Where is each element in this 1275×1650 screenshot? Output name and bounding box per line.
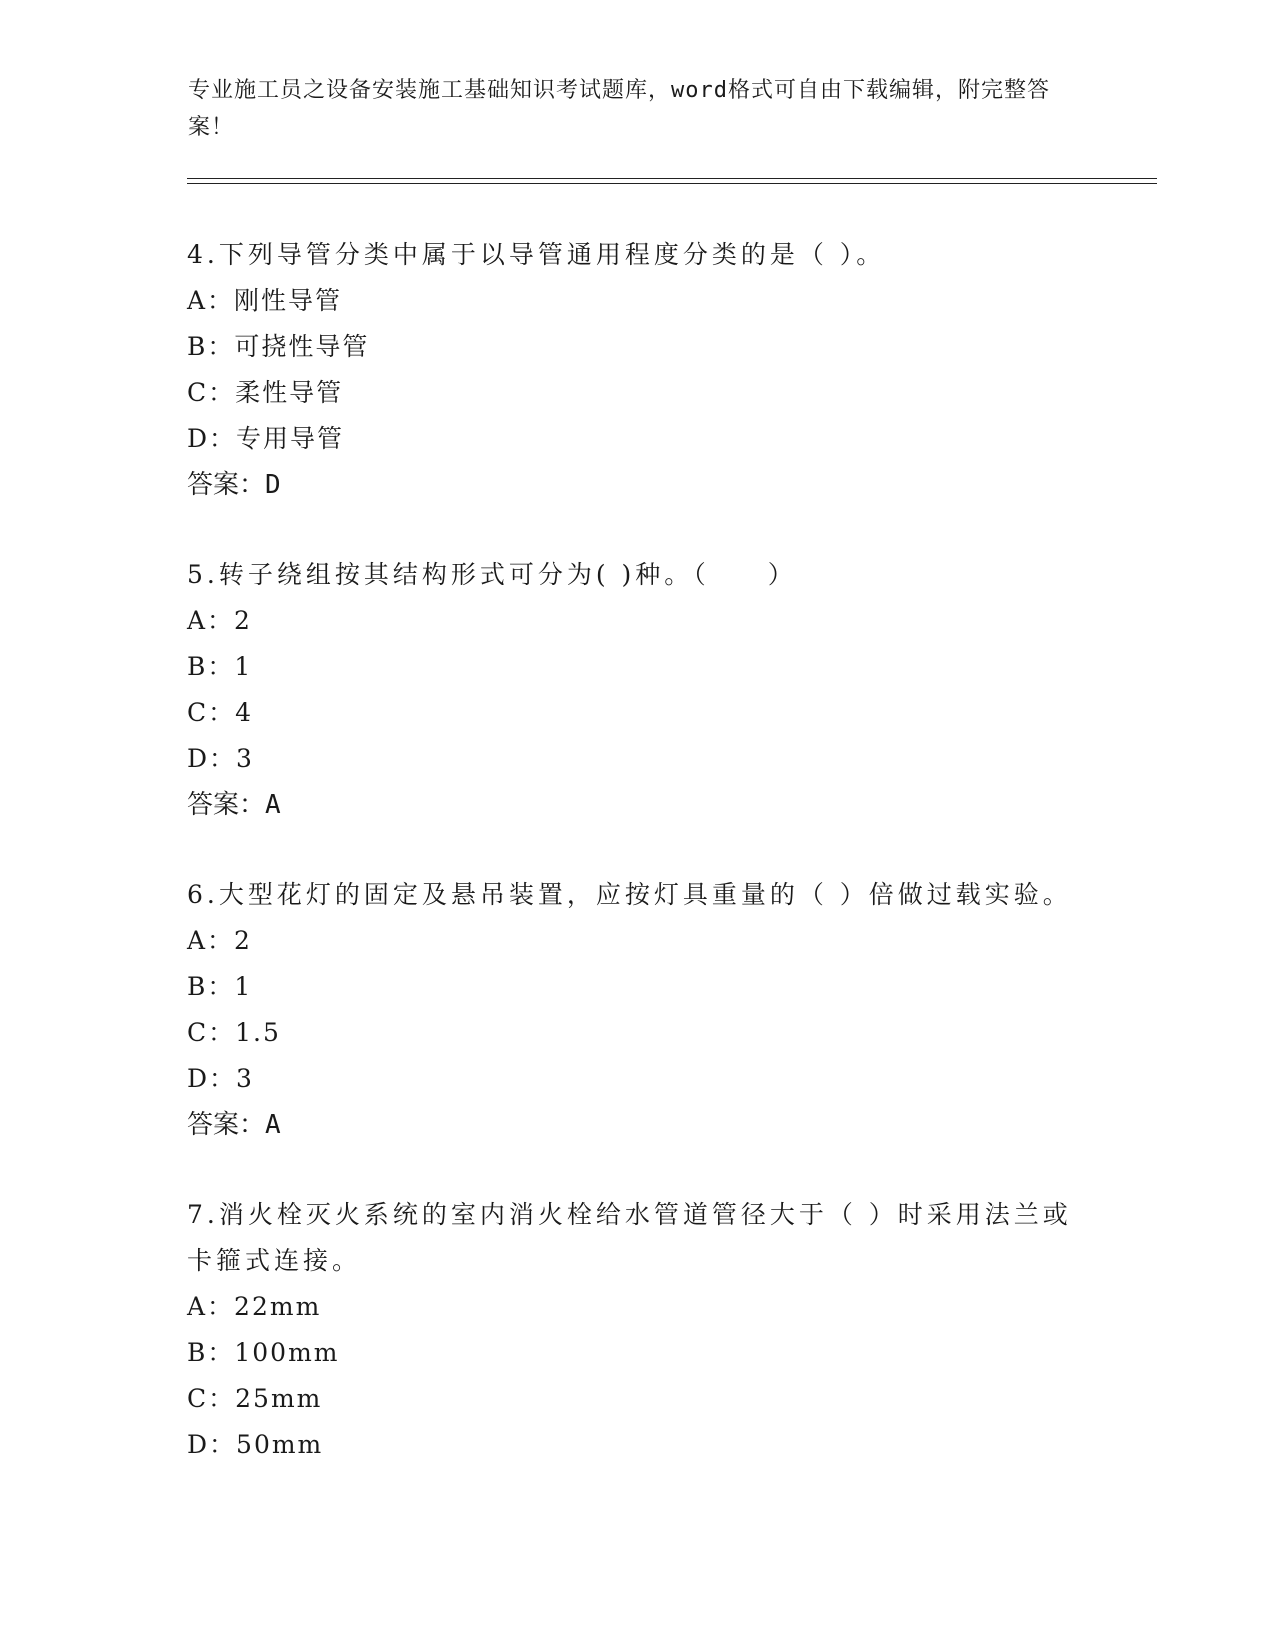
header-divider-top — [187, 178, 1157, 179]
option-b: B：1 — [187, 652, 253, 681]
option-b: B：可挠性导管 — [187, 332, 370, 361]
question-6 — [187, 872, 1087, 1148]
document-header: 专业施工员之设备安装施工基础知识考试题库，word格式可自由下载编辑，附完整答案！ — [188, 78, 1050, 140]
question-5 — [187, 552, 1087, 828]
answer: 答案：D — [187, 470, 281, 500]
header-divider-bottom — [187, 183, 1157, 184]
answer: 答案：A — [187, 1110, 281, 1140]
option-a: A：2 — [187, 926, 252, 955]
question-title: 5.转子绕组按其结构形式可分为( )种。（ ） — [187, 560, 797, 589]
answer: 答案：A — [187, 790, 281, 820]
option-d: D：专用导管 — [187, 424, 345, 453]
question-title: 4.下列导管分类中属于以导管通用程度分类的是（ ）。 — [187, 240, 886, 269]
option-a: A：刚性导管 — [187, 286, 343, 315]
option-d: D：3 — [187, 1064, 254, 1093]
question-title: 7.消火栓灭火系统的室内消火栓给水管道管径大于（ ）时采用法兰或卡箍式连接。 — [187, 1200, 1072, 1275]
option-c: C：1.5 — [187, 1018, 281, 1047]
option-d: D：3 — [187, 744, 254, 773]
option-d: D：50mm — [187, 1430, 324, 1459]
option-b: B：100mm — [187, 1338, 340, 1367]
option-b: B：1 — [187, 972, 253, 1001]
option-a: A：22mm — [187, 1292, 322, 1321]
option-c: C：柔性导管 — [187, 378, 344, 407]
question-title: 6.大型花灯的固定及悬吊装置，应按灯具重量的（ ）倍做过载实验。 — [187, 880, 1072, 909]
option-c: C：25mm — [187, 1384, 323, 1413]
option-a: A：2 — [187, 606, 252, 635]
question-7 — [187, 1192, 1087, 1468]
question-4 — [187, 232, 1087, 508]
option-c: C：4 — [187, 698, 254, 727]
